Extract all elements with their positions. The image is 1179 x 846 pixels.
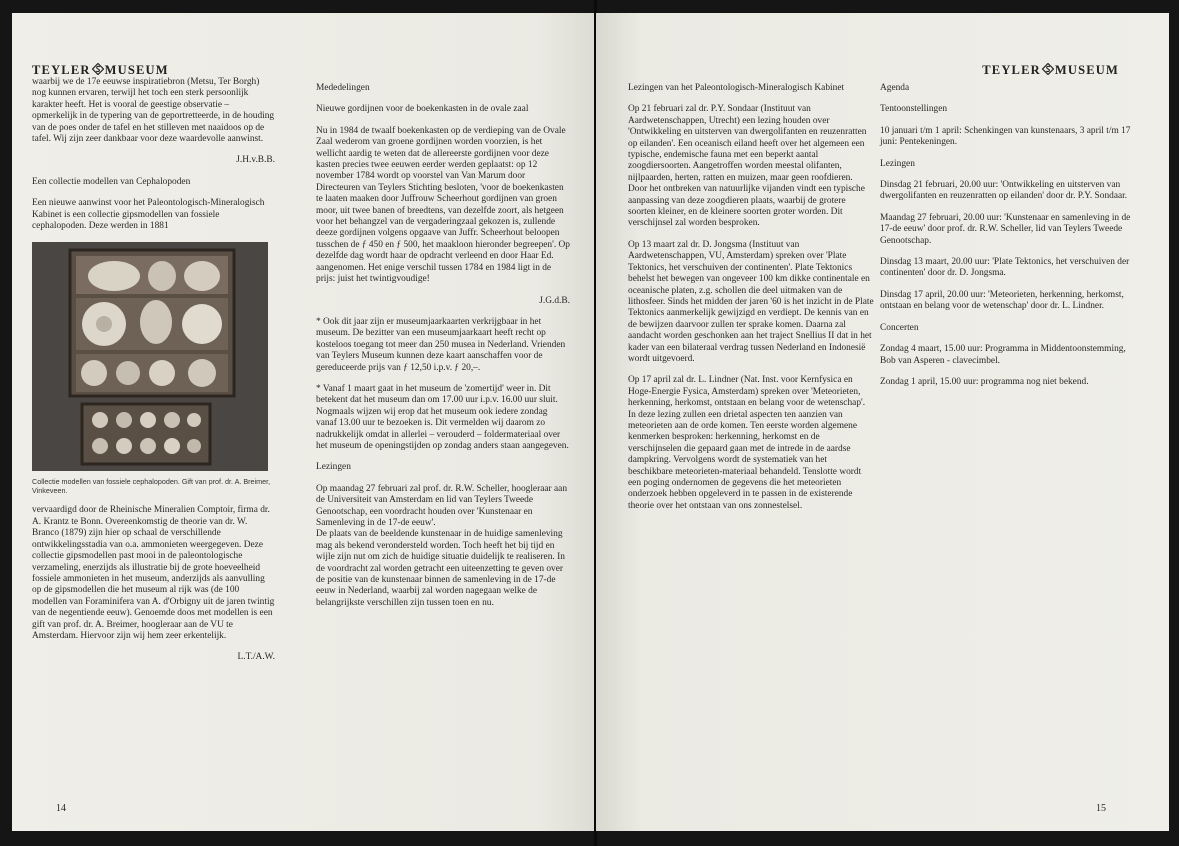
agenda-item: 10 januari t/m 1 april: Schenkingen van kunstenaars, 3 april t/m 17 juni: Pentekeningen.: [880, 125, 1131, 148]
header-right-word: MUSEUM: [1054, 63, 1119, 77]
page-number: 15: [1096, 803, 1106, 814]
paragraph: Op 21 februari zal dr. P.Y. Sondaar (Instituut van Aardwetenschappen, Utrecht) een lezing houden over 'Ontwikkeling en uitsterven van dwergolifanten en reuzenratten op eilanden'. Een oceanisch eiland heeft over het algemeen een typische, endemische fauna met een beperkt aantal zoogdiersoorten. Aangetroffen worden meestal olifanten, nijlpaarden, herten, ratten en muizen, maar geen roofdieren. Door het ontbreken van natuurlijke vijanden vindt een typische aanpassing van deze zoogdieren plaats, waarbij de grotere soorten kleiner, en de kleinere soorten groter worden. Dit verschijnsel zal worden besproken.: [628, 104, 867, 229]
paragraph: Op 17 april zal dr. L. Lindner (Nat. Inst. voor Kernfysica en Hoge-Energie Fysica, Amsterdam) spreken over 'Meteorieten, herkenning, herkomst, ontstaan en belang voor de wetenschap'. In deze lezing zullen een drietal aspecten ten aanzien van meteorieten aan de orde komen. Ten eerste worden algemene kenmerken besproken: herkenning, herkomst en de verschijnselen die gepaard gaan met de intrede in de aardse dampkring. Vervolgens wordt de systematiek van het beschikbare meteorieten-materiaal behandeld. Tenslotte wordt een poging ondernomen de gegevens die het meteorieten onderzoek hebben opgeleverd in te passen in de existerende theorie over het ontstaan van ons zonnestelsel.: [628, 375, 866, 511]
paragraph: De plaats van de beeldende kunstenaar in de huidige samenleving mag als bekend verondersteld worden. Toch heeft het bij tijd en wijle zijn nut om zich de huidige situatie duidelijk te realiseren. In de voordracht zal worden getracht een uiteenzetting te geven over de positie van de kunstenaar binnen de samenleving in de 17-de eeuw in Nederland, waarbij zal worden nagegaan welke de belangrijkste verschillen zijn tussen toen en nu.: [316, 529, 565, 608]
paragraph: * Vanaf 1 maart gaat in het museum de 'zomertijd' weer in. Dit betekent dat het museum dan om 17.00 uur i.p.v. 16.00 uur sluit. Nogmaals wijzen wij erop dat het museum ook iedere zondag vanaf 13.00 uur te bezoeken is. Dit vermelden wij daarom zo nadrukkelijk omdat in allerlei – verouderd – foldermateriaal over het museum de openingstijden op zondag anders staan aangegeven.: [316, 383, 569, 451]
cephalopod-models-photo: [32, 242, 268, 471]
left-column-1: [32, 77, 275, 674]
photo-image: [32, 242, 268, 471]
museum-logo-icon: [1042, 63, 1054, 75]
left-page: [12, 13, 595, 831]
agenda-item: Dinsdag 21 februari, 20.00 uur: 'Ontwikkeling en uitsterven van dwergolifanten en reuzenratten op eilanden' door dr. P.Y. Sondaar.: [880, 180, 1128, 202]
left-column-2: [316, 83, 570, 619]
section-heading: Lezingen: [316, 462, 351, 473]
header-left-word: TEYLER: [982, 63, 1041, 77]
agenda-item: Maandag 27 februari, 20.00 uur: 'Kunstenaar en samenleving in de 17-de eeuw' door prof. dr. R.W. Scheller, lid van Teylers Tweede Genootschap.: [880, 212, 1131, 246]
agenda-item: Zondag 4 maart, 15.00 uur: Programma in Middentoonstemming, Bob van Asperen - clavecimbel.: [880, 344, 1126, 366]
page-number: 14: [56, 803, 66, 814]
photo-caption: Collectie modellen van fossiele cephalopoden. Gift van prof. dr. A. Breimer, Vinkeveen.: [32, 477, 271, 496]
paragraph: waarbij we de 17e eeuwse inspiratiebron (Metsu, Ter Borgh) nog kunnen ervaren, terwijl het toch een sterk persoonlijk karakter heeft. Het is vooral de geestige observatie – opmerkelijk in de typering van de geportretteerde, in de houding van de poes onder de tafel en het stilleven met naaidoos op de tafel. Wij zijn zeer dankbaar voor deze waardevolle aanwinst.: [32, 77, 275, 145]
signature: J.G.d.B.: [539, 295, 570, 306]
paragraph: Nu in 1984 de twaalf boekenkasten op de verdieping van de Ovale Zaal wederom van groene gordijnen worden voorzien, is het wellicht aardig te weten dat de allereerste gordijnen voor deze kasten precies twee eeuwen eerder werden geplaatst: op 12 november 1784 wordt op voorstel van Van Marum door Directeuren van Teylers Stichting besloten, 'voor de boekenkasten te laaten maaken door Juffrouw Scheerhout gordijnen van groen moor, uit twee banen of breedtens, van dezelfde zoort, als hetgeen voor het behangzel van de vergaderingzaal gekozen is, zullende deeze gordijnen volgens opgaave van Juffr. Scheerhout beloopen tusschen de ƒ 450 en ƒ 500, het maakloon hieronder begreepen'. Op dezelfde dag wordt haar de opdracht verleend en door Haar Ed. aangenomen. Het enige verschil tussen 1784 en 1984 ligt in de prijs: juist het twintigvoudige!: [316, 125, 570, 285]
section-heading: Lezingen van het Paleontologisch-Mineralogisch Kabinet: [628, 83, 845, 93]
agenda-item: Zondag 1 april, 15.00 uur: programma nog niet bekend.: [880, 376, 1089, 387]
page-header: [32, 63, 169, 78]
paragraph: Op 13 maart zal dr. D. Jongsma (Instituut van Aardwetenschappen, VU, Amsterdam) spreken over 'Plate Tektonics, het verschuiven der continenten'. Plate Tektonics behelst het bewegen van ongeveer 100 km dikke continentale en oceanische platen, z.g. schollen die deel uitmaken van de lithosfeer. Sinds het midden der jaren '60 is het inzicht in de Plate Tektonics aanmerkelijk gewijzigd en verdiept. De kennis van en de bewijzen daarvoor zullen ter sprake komen. Daarna zal aandacht worden geschonken aan het traject Snellius II dat in het kader van een bilateraal verdrag tussen Nederland en Indonesië wordt uitgevoerd.: [628, 239, 874, 364]
subsection-heading: Nieuwe gordijnen voor de boekenkasten in de ovale zaal: [316, 104, 529, 115]
paragraph: * Ook dit jaar zijn er museumjaarkaarten verkrijgbaar in het museum. De bezitter van een museumjaarkaart heeft recht op kosteloos toegang tot meer dan 250 musea in Nederland. Vrienden van Teylers Museum kunnen deze kaart aanschaffen voor de gereduceerde prijs van ƒ 12,50 i.p.v. ƒ 20,–.: [316, 316, 566, 373]
signature: L.T./A.W.: [237, 652, 275, 663]
right-page: [596, 13, 1169, 831]
agenda-item: Dinsdag 13 maart, 20.00 uur: 'Plate Tektonics, het verschuiven der continenten' door dr. D. Jongsma.: [880, 257, 1130, 279]
paragraph: Een nieuwe aanwinst voor het Paleontologisch-Mineralogisch Kabinet is een collectie gipsmodellen van fossiele cephalopoden. Deze werden in 1881: [32, 198, 265, 232]
paragraph: vervaardigd door de Rheinische Mineralien Comptoir, firma dr. A. Krantz te Bonn. Overeenkomstig de theorie van dr. W. Branco (1879) zijn hier op schaal de verschillende ontwikkelingsstadia van o.a. ammonieten weergegeven. Deze collectie gipsmodellen past mooi in de paleontologische verzameling, enerzijds als illustratie bij de grote hoeveelheid fossiele ammonieten in het museum, anderzijds als aanvulling op de gipsmodellen die het museum al rijk was (de 100 modellen van Foraminifera van A. d'Orbigny uit de jaren twintig van de negentiende eeuw). Genoemde doos met modellen is een gift van prof. dr. A. Breimer, hoogleraar aan de VU te Amsterdam. Hiervoor zijn wij hem zeer erkentelijk.: [32, 505, 275, 641]
header-left-word: TEYLER: [32, 63, 91, 77]
museum-logo-icon: [92, 63, 104, 75]
header-right-word: MUSEUM: [104, 63, 169, 77]
section-heading: Agenda: [880, 83, 910, 93]
paragraph: Op maandag 27 februari zal prof. dr. R.W. Scheller, hoogleraar aan de Universiteit van Amsterdam en lid van Teylers Tweede Genootschap, een voordracht houden over 'Kunstenaar en Samenleving in de 17-de eeuw'.: [316, 483, 568, 528]
subsection-heading: Lezingen: [880, 158, 915, 169]
page-header: [982, 63, 1119, 78]
right-column-1: [628, 83, 874, 522]
section-heading: Een collectie modellen van Cephalopoden: [32, 176, 191, 187]
subsection-heading: Concerten: [880, 322, 919, 333]
agenda-item: Dinsdag 17 april, 20.00 uur: 'Meteorieten, herkenning, herkomst, ontstaan en belang voor de wetenschap' door dr. L. Lindner.: [880, 289, 1124, 312]
signature: J.H.v.B.B.: [236, 155, 275, 166]
right-column-2: [880, 83, 1136, 398]
subsection-heading: Tentoonstellingen: [880, 104, 948, 115]
section-heading: Mededelingen: [316, 83, 370, 93]
